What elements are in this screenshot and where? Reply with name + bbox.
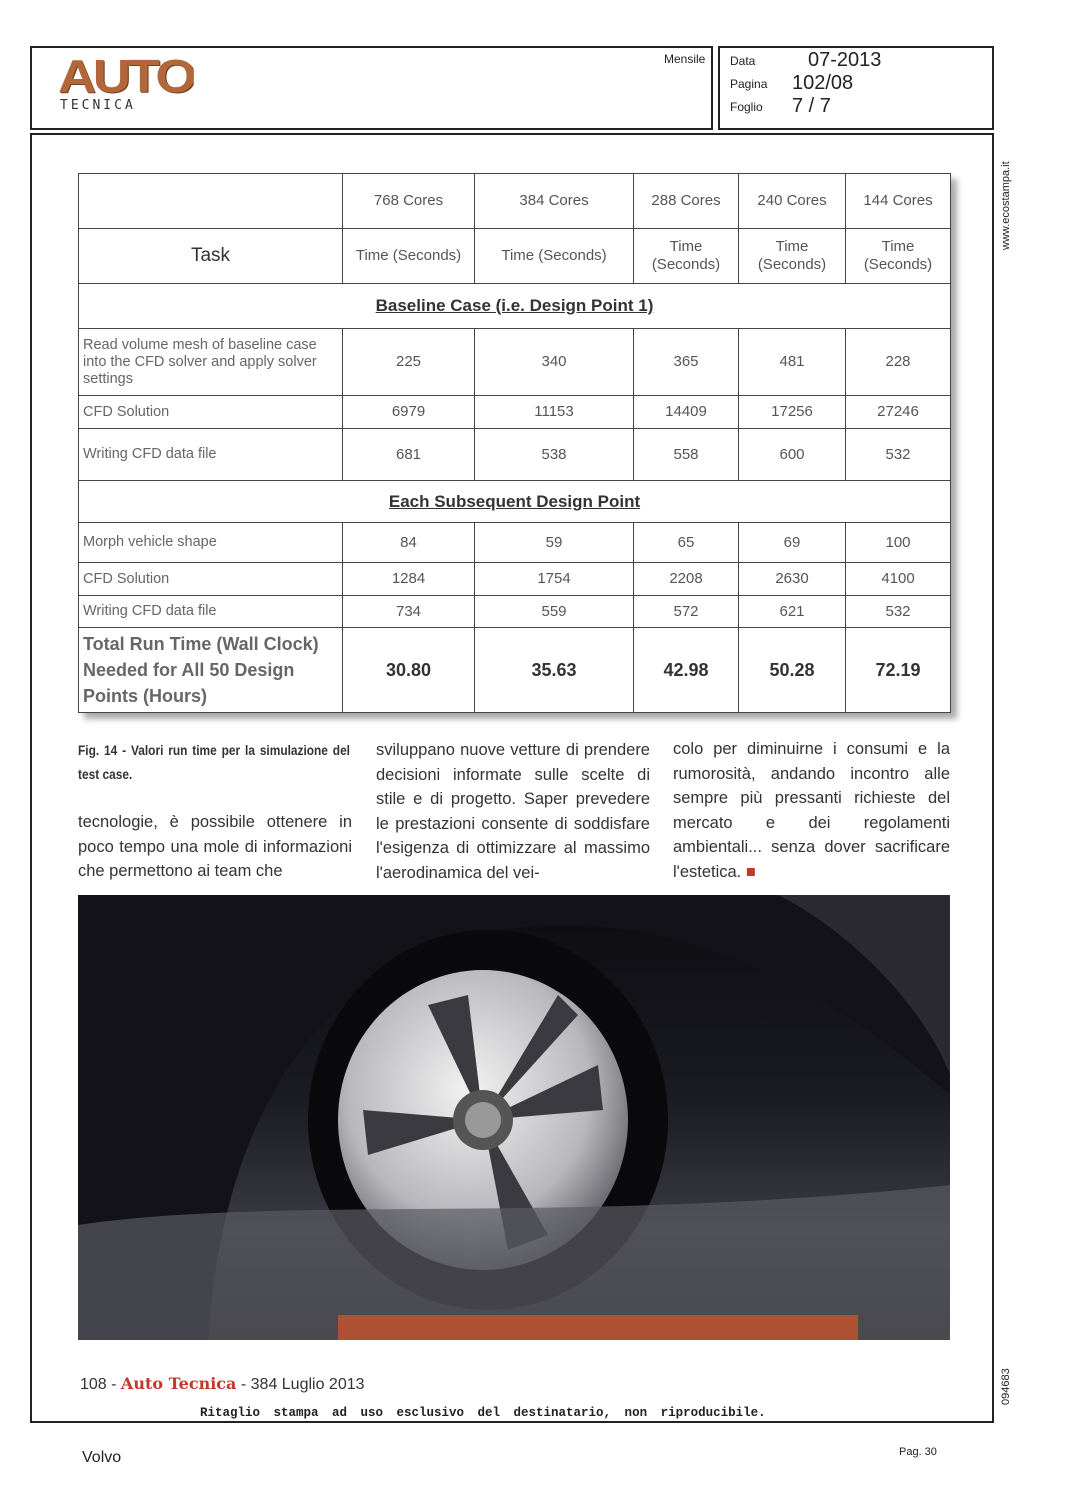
time-header: Time (Seconds): [846, 229, 951, 284]
page-number: 108 -: [80, 1376, 121, 1393]
section-title-baseline: Baseline Case (i.e. Design Point 1): [79, 284, 951, 329]
task-cell: CFD Solution: [79, 563, 343, 596]
time-header: Time (Seconds): [634, 229, 739, 284]
meta-value-pagina: 102/08: [792, 72, 854, 94]
time-header: Time (Seconds): [475, 229, 634, 284]
task-cell: Writing CFD data file: [79, 429, 343, 481]
table-row: [79, 523, 951, 563]
value-cell: 228: [846, 329, 951, 396]
value-cell: 1284: [343, 563, 475, 596]
task-cell: CFD Solution: [79, 396, 343, 429]
cores-header: 288 Cores: [634, 174, 739, 229]
cores-header: 384 Cores: [475, 174, 634, 229]
total-cell: 35.63: [475, 628, 634, 713]
value-cell: 558: [634, 429, 739, 481]
cores-header-row: [79, 174, 951, 229]
value-cell: 59: [475, 523, 634, 563]
article-column-3: [673, 737, 950, 884]
logo-tecnica: TECNICA: [60, 98, 136, 113]
value-cell: 532: [846, 596, 951, 628]
task-cell: Morph vehicle shape: [79, 523, 343, 563]
value-cell: 734: [343, 596, 475, 628]
value-cell: 532: [846, 429, 951, 481]
wheel-illustration: [78, 895, 950, 1340]
total-cell: 30.80: [343, 628, 475, 713]
value-cell: 17256: [739, 396, 846, 429]
task-header: Task: [79, 229, 343, 284]
value-cell: 572: [634, 596, 739, 628]
value-cell: 559: [475, 596, 634, 628]
end-mark-icon: ■: [745, 862, 756, 881]
value-cell: 600: [739, 429, 846, 481]
value-cell: 65: [634, 523, 739, 563]
clipping-code: 094683: [1000, 1368, 1012, 1405]
figure-caption: Fig. 14 - Valori run time per la simulazione del test case.: [78, 742, 350, 782]
value-cell: 538: [475, 429, 634, 481]
table-row: [79, 429, 951, 481]
cores-header: 144 Cores: [846, 174, 951, 229]
usage-notice: Ritaglio stampa ad uso esclusivo del destinatario, non riproducibile.: [200, 1406, 766, 1420]
time-header-row: [79, 229, 951, 284]
value-cell: 225: [343, 329, 475, 396]
value-cell: 11153: [475, 396, 634, 429]
time-header: Time (Seconds): [343, 229, 475, 284]
wheel-photo: [78, 895, 950, 1340]
value-cell: 27246: [846, 396, 951, 429]
value-cell: 481: [739, 329, 846, 396]
value-cell: 621: [739, 596, 846, 628]
table-row: [79, 596, 951, 628]
total-cell: 72.19: [846, 628, 951, 713]
value-cell: 340: [475, 329, 634, 396]
article-column-3-text: colo per diminuirne i consumi e la rumorosità, andando incontro alle sempre più pressanti richieste del mercato e dei regolamenti ambientali... senza dover sacrificare l'estetica.: [673, 740, 950, 881]
article-column-1: tecnologie, è possibile ottenere in poco tempo una mole di informazioni che permettono ai team che: [78, 813, 352, 880]
magazine-name: Auto Tecnica: [120, 1374, 237, 1393]
value-cell: 4100: [846, 563, 951, 596]
value-cell: 6979: [343, 396, 475, 429]
value-cell: 365: [634, 329, 739, 396]
article-column-2: sviluppano nuove vetture di prendere decisioni informate sulle scelte di stile e di progetto. Saper prevedere le prestazioni consente di soddisfare l'esigenza di ottimizzare al massimo l'aerodinamica del vei-: [376, 741, 650, 882]
value-cell: 2630: [739, 563, 846, 596]
value-cell: 681: [343, 429, 475, 481]
value-cell: 84: [343, 523, 475, 563]
frequency: Mensile: [664, 52, 706, 66]
value-cell: 14409: [634, 396, 739, 429]
run-time-table: [78, 173, 951, 713]
total-row: [79, 628, 951, 713]
page-footer: [80, 1374, 365, 1394]
total-cell: 50.28: [739, 628, 846, 713]
total-cell: 42.98: [634, 628, 739, 713]
task-cell: Writing CFD data file: [79, 596, 343, 628]
meta-value-data: 07-2013: [808, 49, 882, 71]
value-cell: 69: [739, 523, 846, 563]
client-name: Volvo: [82, 1449, 122, 1466]
value-cell: 2208: [634, 563, 739, 596]
table-row: [79, 563, 951, 596]
total-label: Total Run Time (Wall Clock) Needed for All 50 Design Points (Hours): [79, 628, 343, 713]
meta-label-pagina: Pagina: [730, 77, 768, 91]
task-cell: Read volume mesh of baseline case into the CFD solver and apply solver settings: [79, 329, 343, 396]
time-header: Time (Seconds): [739, 229, 846, 284]
pag-number: Pag. 30: [899, 1446, 937, 1458]
section-title-subsequent: Each Subsequent Design Point: [79, 481, 951, 523]
cores-header: 768 Cores: [343, 174, 475, 229]
value-cell: 100: [846, 523, 951, 563]
issue-info: - 384 Luglio 2013: [236, 1376, 365, 1393]
cores-header: 240 Cores: [739, 174, 846, 229]
table-row: [79, 396, 951, 429]
table-row: [79, 329, 951, 396]
meta-label-data: Data: [730, 54, 756, 68]
meta-label-foglio: Foglio: [730, 100, 763, 114]
logo-auto: AUTO: [58, 56, 194, 97]
value-cell: 1754: [475, 563, 634, 596]
meta-value-foglio: 7 / 7: [792, 95, 831, 117]
website-label: www.ecostampa.it: [1000, 161, 1012, 250]
